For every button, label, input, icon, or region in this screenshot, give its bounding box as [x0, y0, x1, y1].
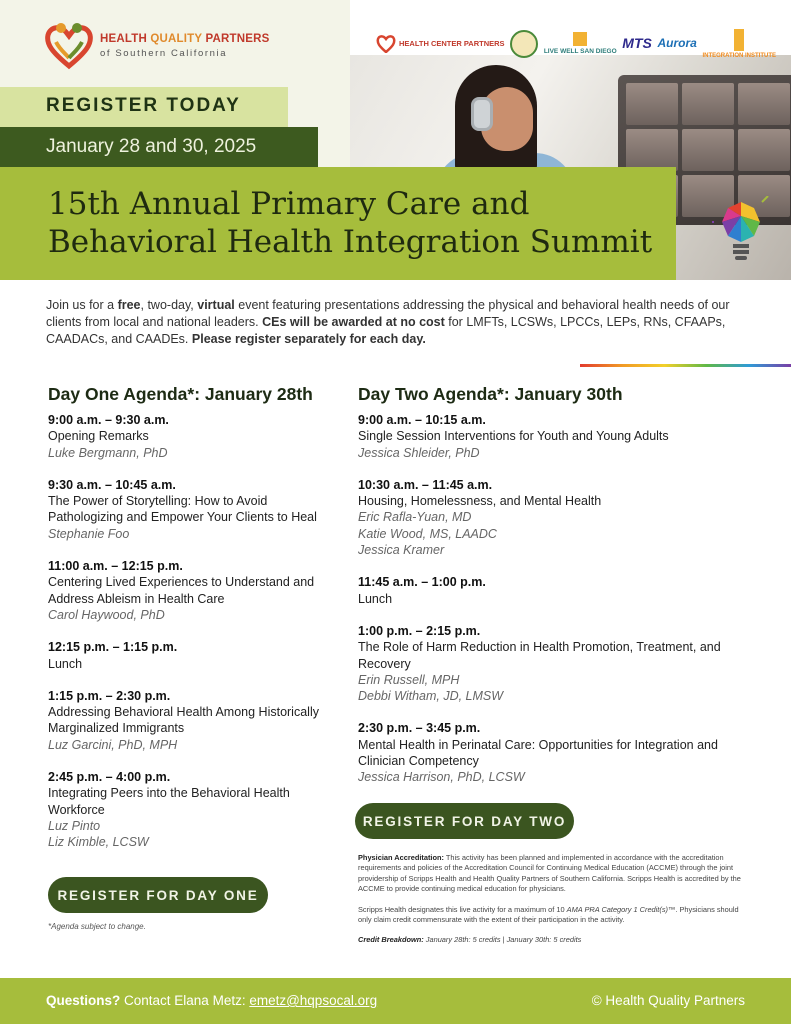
- agenda-session: [358, 720, 758, 785]
- session-speaker: Erin Russell, MPH: [358, 672, 460, 687]
- accreditation-info: [358, 853, 748, 956]
- session-time: 2:30 p.m. – 3:45 p.m.: [358, 721, 481, 736]
- day-one-agenda: [48, 384, 338, 867]
- session-title: Mental Health in Perinatal Care: Opportunities for Integration and Clinician Competency: [358, 737, 718, 769]
- agenda-session: [358, 623, 758, 704]
- session-time: 1:00 p.m. – 2:15 p.m.: [358, 623, 481, 638]
- agenda-session: [358, 412, 758, 461]
- session-speaker: Luz Garcini, PhD, MPH: [48, 737, 178, 752]
- session-speaker: Jessica Kramer: [358, 543, 445, 558]
- session-time: 9:00 a.m. – 10:15 a.m.: [358, 413, 486, 427]
- partner-logos: [376, 22, 776, 66]
- event-dates: January 28 and 30, 2025: [46, 136, 257, 157]
- day-one-heading: Day One Agenda*: January 28th: [48, 384, 313, 404]
- title-banner: [0, 167, 676, 280]
- hqp-logo[interactable]: [44, 20, 304, 72]
- org-subtitle: of Southern California: [100, 48, 228, 59]
- agenda-session: [48, 769, 338, 850]
- session-speaker: Stephanie Foo: [48, 526, 130, 541]
- lightbulb-icon: [712, 196, 770, 268]
- agenda-session: [48, 412, 338, 461]
- partner-logo-aurora: Aurora: [657, 36, 697, 51]
- partner-logo-live-well: LIVE WELL SAN DIEGO: [544, 32, 617, 55]
- credit-designation: Scripps Health designates this live activity for a maximum of 10 AMA PRA Category 1 Credit(s)™. Physicians should only claim credit commensurate with the extent of their participation in the activity.: [358, 904, 739, 925]
- register-day-one-button[interactable]: REGISTER FOR DAY ONE: [48, 877, 268, 913]
- session-time: 11:45 a.m. – 1:00 p.m.: [358, 575, 486, 590]
- session-title: The Role of Harm Reduction in Health Promotion, Treatment, and Recovery: [358, 640, 721, 671]
- session-speaker: Jessica Harrison, PhD, LCSW: [358, 770, 525, 785]
- register-today-banner: [0, 87, 288, 127]
- agenda-session: [48, 477, 338, 542]
- session-speaker: Eric Rafla-Yuan, MD: [358, 510, 472, 525]
- session-speaker: Debbi Witham, JD, LMSW: [358, 689, 504, 704]
- partner-logo-county-seal: [510, 30, 538, 58]
- footer: [0, 978, 791, 1024]
- session-time: 1:15 p.m. – 2:30 p.m.: [48, 688, 171, 703]
- session-title: Single Session Interventions for Youth and Young Adults: [358, 429, 669, 444]
- heart-logo-icon: [44, 22, 94, 70]
- agenda-session: [358, 574, 758, 607]
- register-day-two-button[interactable]: REGISTER FOR DAY TWO: [355, 803, 574, 839]
- credit-breakdown: Credit Breakdown: January 28th: 5 credits | January 30th: 5 credits: [358, 935, 582, 945]
- register-today-text: REGISTER TODAY: [46, 95, 241, 116]
- session-title: Centering Lived Experiences to Understand and Address Ableism in Health Care: [48, 575, 315, 606]
- contact-email-link[interactable]: emetz@hqpsocal.org: [249, 993, 378, 1008]
- session-title: Addressing Behavioral Health Among Historically Marginalized Immigrants: [48, 705, 319, 736]
- agenda-session: [48, 688, 338, 753]
- session-time: 9:00 a.m. – 9:30 a.m.: [48, 413, 169, 427]
- partner-logo-mts: MTS: [622, 35, 652, 52]
- session-speaker: Liz Kimble, LCSW: [48, 835, 149, 850]
- session-title: Lunch: [358, 591, 393, 606]
- session-time: 9:30 a.m. – 10:45 a.m.: [48, 477, 176, 492]
- org-name: HEALTH QUALITY PARTNERS: [100, 33, 270, 45]
- session-title: The Power of Storytelling: How to Avoid Pathologizing and Empower Your Clients to Heal: [48, 494, 317, 525]
- day-two-heading: Day Two Agenda*: January 30th: [358, 384, 623, 404]
- intro-paragraph: Join us for a free, two-day, virtual event featuring presentations addressing the physical and behavioral health needs of our clients from local and national leaders. CEs will be awarded at no cost for LMFTs, LCSWs, LPCCs, LEPs, RNs, CFAAPs, CAADACs, and CAADEs. Please register separately for each day.: [46, 298, 730, 346]
- rainbow-divider: [580, 364, 791, 367]
- session-title: Lunch: [48, 656, 83, 671]
- partner-logo-integration-institute: INTEGRATION INSTITUTE: [702, 29, 776, 60]
- session-speaker: Luz Pinto: [48, 818, 101, 833]
- session-speaker: Luke Bergmann, PhD: [48, 445, 168, 460]
- copyright: © Health Quality Partners: [591, 993, 745, 1008]
- session-speaker: Carol Haywood, PhD: [48, 607, 165, 622]
- session-title: Housing, Homelessness, and Mental Health: [358, 494, 602, 509]
- agenda-note: *Agenda subject to change.: [48, 922, 146, 931]
- session-title: Opening Remarks: [48, 429, 149, 444]
- partner-logo-hcp: HEALTH CENTER PARTNERS: [376, 35, 505, 53]
- event-title: 15th Annual Primary Care and Behavioral Health Integration Summit: [48, 186, 653, 260]
- agenda-session: [48, 558, 338, 623]
- session-time: 11:00 a.m. – 12:15 p.m.: [48, 559, 183, 574]
- agenda-session: [48, 639, 338, 672]
- session-time: 10:30 a.m. – 11:45 a.m.: [358, 477, 493, 492]
- session-speaker: Katie Wood, MS, LAADC: [358, 526, 497, 541]
- session-time: 2:45 p.m. – 4:00 p.m.: [48, 770, 171, 785]
- dates-banner: [0, 127, 318, 167]
- contact-line: Questions? Contact Elana Metz: emetz@hqpsocal.org: [46, 993, 378, 1008]
- session-speaker: Jessica Shleider, PhD: [358, 445, 480, 460]
- session-time: 12:15 p.m. – 1:15 p.m.: [48, 640, 178, 655]
- session-title: Integrating Peers into the Behavioral Health Workforce: [48, 786, 290, 817]
- physician-accreditation: Physician Accreditation: This activity has been planned and implemented in accordance with the accreditation requirements and policies of the Accreditation Council for Continuing Medical Education (ACCME) through the joint providership of Scripps Health and Health Quality Partners of Southern California. Scripps Health is accredited by the ACCME to provide continuing medical education for physicians.: [358, 853, 741, 894]
- agenda-session: [358, 477, 758, 558]
- day-two-agenda: [358, 384, 758, 802]
